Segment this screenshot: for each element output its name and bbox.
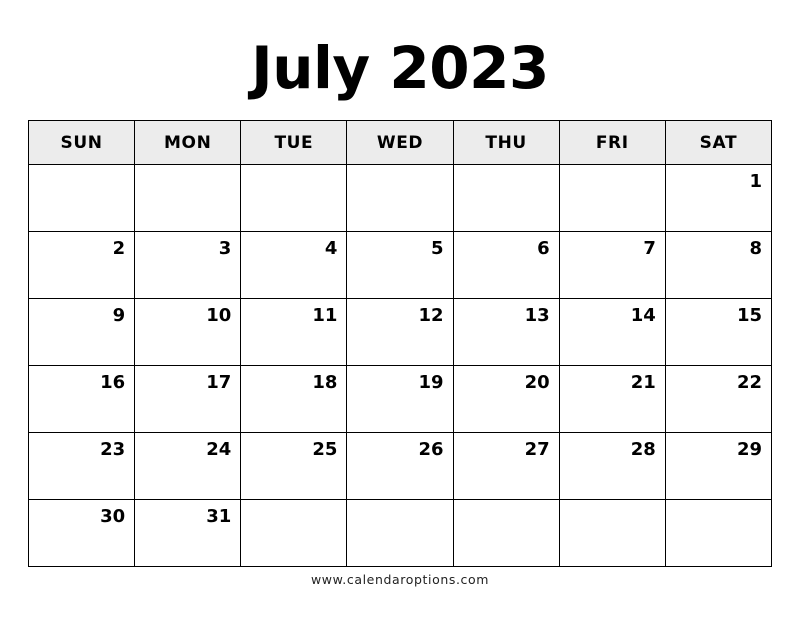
day-cell[interactable]: 10 [135,299,241,366]
day-cell[interactable] [347,500,453,567]
day-cell[interactable]: 14 [559,299,665,366]
calendar-table [28,120,772,567]
day-cell[interactable]: 13 [453,299,559,366]
day-cell[interactable] [29,165,135,232]
day-cell[interactable]: 2 [29,232,135,299]
weekday-header-mon: MON [135,121,241,165]
day-cell[interactable]: 26 [347,433,453,500]
day-cell[interactable]: 16 [29,366,135,433]
day-cell[interactable] [559,500,665,567]
day-cell[interactable]: 18 [241,366,347,433]
calendar-week-row [29,500,772,567]
day-cell[interactable] [135,165,241,232]
day-cell[interactable] [453,165,559,232]
calendar-header-row-group [29,121,772,165]
day-cell[interactable]: 9 [29,299,135,366]
day-cell[interactable]: 25 [241,433,347,500]
day-cell[interactable]: 11 [241,299,347,366]
day-cell[interactable]: 27 [453,433,559,500]
day-cell[interactable] [453,500,559,567]
weekday-header-fri: FRI [559,121,665,165]
day-cell[interactable] [241,500,347,567]
calendar-week-row [29,366,772,433]
weekday-header-row [29,121,772,165]
day-cell[interactable]: 28 [559,433,665,500]
day-cell[interactable]: 24 [135,433,241,500]
day-cell[interactable] [347,165,453,232]
day-cell[interactable]: 20 [453,366,559,433]
calendar-grid-container [28,120,772,567]
day-cell[interactable]: 17 [135,366,241,433]
day-cell[interactable]: 7 [559,232,665,299]
day-cell[interactable]: 19 [347,366,453,433]
day-cell[interactable]: 23 [29,433,135,500]
day-cell[interactable]: 22 [665,366,771,433]
weekday-header-sun: SUN [29,121,135,165]
day-cell[interactable]: 3 [135,232,241,299]
weekday-header-sat: SAT [665,121,771,165]
day-cell[interactable]: 1 [665,165,771,232]
day-cell[interactable] [241,165,347,232]
day-cell[interactable]: 31 [135,500,241,567]
day-cell[interactable]: 5 [347,232,453,299]
day-cell[interactable]: 21 [559,366,665,433]
day-cell[interactable]: 8 [665,232,771,299]
day-cell[interactable]: 4 [241,232,347,299]
day-cell[interactable]: 15 [665,299,771,366]
day-cell[interactable]: 12 [347,299,453,366]
day-cell[interactable]: 29 [665,433,771,500]
footer-url: www.calendaroptions.com [310,572,490,587]
calendar-week-row [29,433,772,500]
calendar-body [29,165,772,567]
calendar-week-row [29,232,772,299]
day-cell[interactable]: 30 [29,500,135,567]
day-cell[interactable] [559,165,665,232]
weekday-header-tue: TUE [241,121,347,165]
calendar-week-row [29,299,772,366]
weekday-header-wed: WED [347,121,453,165]
weekday-header-thu: THU [453,121,559,165]
page-title: July 2023 [251,34,549,102]
day-cell[interactable] [665,500,771,567]
day-cell[interactable]: 6 [453,232,559,299]
calendar-week-row [29,165,772,232]
